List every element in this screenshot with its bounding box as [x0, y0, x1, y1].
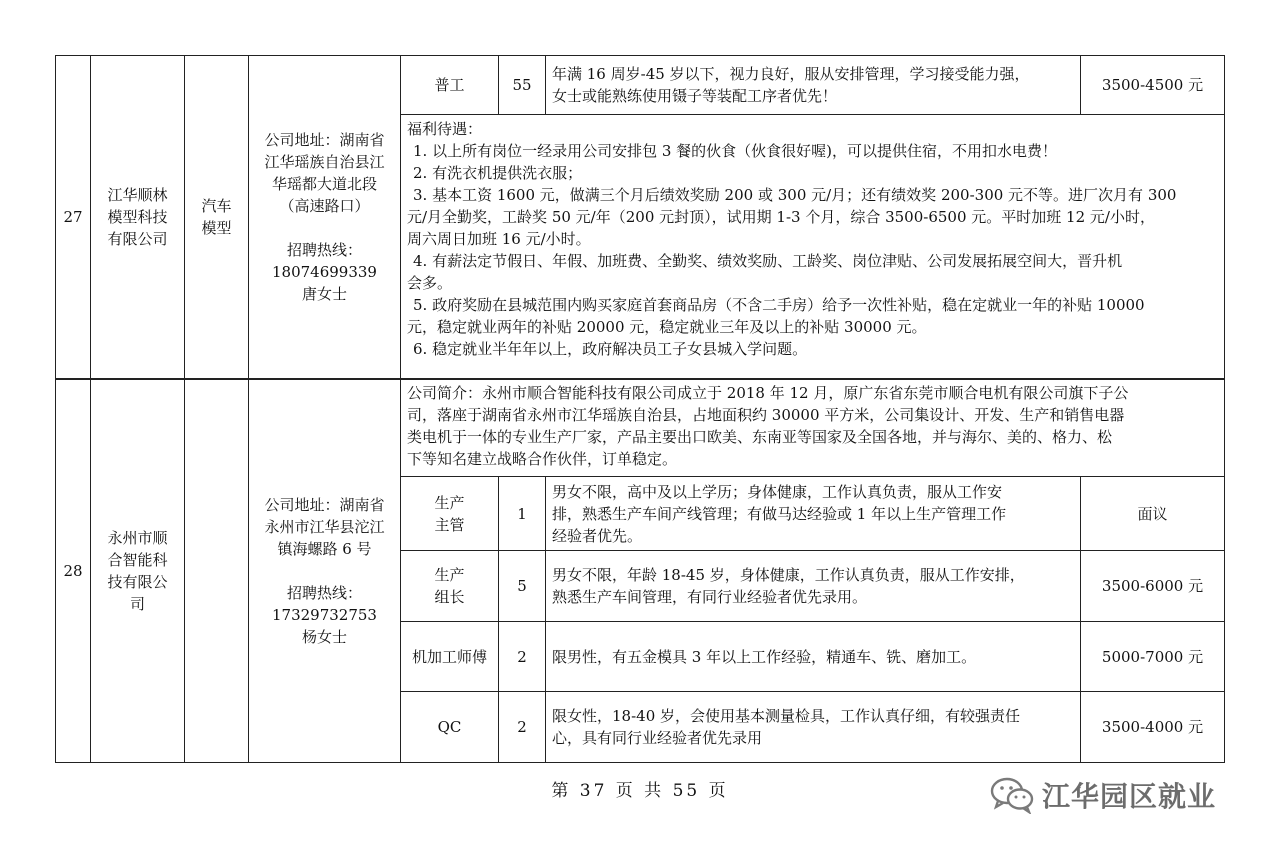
- requirement-line: 男女不限，年龄 18-45 岁，身体健康，工作认真负责，服从工作安排，: [552, 566, 1025, 584]
- job-title: [401, 551, 498, 621]
- job-count-text: 2: [517, 718, 527, 736]
- job-title: [401, 622, 498, 691]
- address-line: （高速路口）: [279, 197, 370, 215]
- benefit-line: 1. 以上所有岗位一经录用公司安排包 3 餐的伙食（伙食很好喔)，可以提供住宿，不用扣水电费！: [413, 142, 1058, 160]
- intro-line: 下等知名建立战略合作伙伴，订单稳定。: [407, 450, 678, 468]
- salary-text: 3500-4500 元: [1101, 76, 1204, 94]
- hotline-label: 招聘热线：: [286, 241, 362, 259]
- address-line: 镇海螺路 6 号: [277, 540, 372, 558]
- row-number: [56, 380, 90, 762]
- page-footer: 第 37 页 共 55 页: [551, 781, 729, 801]
- job-salary: [1081, 622, 1224, 691]
- hotline-number: 18074699339: [272, 263, 377, 281]
- requirement-line: 限男性，有五金模具 3 年以上工作经验，精通车、铣、磨加工。: [552, 647, 977, 666]
- address-line: 公司地址：湖南省: [264, 131, 385, 149]
- job-count-text: 55: [512, 76, 532, 94]
- company-name: [91, 380, 184, 762]
- job-title: [401, 56, 498, 114]
- job-requirements: [546, 622, 1080, 691]
- job-count: [499, 551, 545, 621]
- job-title-text: 机加工师傅: [411, 647, 487, 666]
- benefit-line: 元，稳定就业两年的补贴 20000 元，稳定就业三年及以上的补贴 30000 元。: [407, 318, 927, 336]
- job-salary: [1081, 56, 1224, 114]
- company-name-line: 合智能科: [107, 551, 168, 569]
- job-count: [499, 56, 545, 114]
- benefit-line: 4. 有薪法定节假日、年假、加班费、全勤奖、绩效奖励、工龄奖、岗位津贴、公司发展拓展空间大，晋升机: [413, 252, 1123, 270]
- contact-info: [249, 56, 400, 378]
- requirement-line: 心，具有同行业经验者优先录用: [552, 729, 763, 747]
- spacer: [264, 217, 384, 239]
- company-name-line: 司: [129, 595, 145, 613]
- grid-line: [55, 762, 1225, 763]
- requirement-line: 男女不限，高中及以上学历；身体健康，工作认真负责，服从工作安: [552, 482, 1003, 501]
- benefit-line: 5. 政府奖励在县城范围内购买家庭首套商品房（不含二手房）给予一次性补贴，稳在定就业一年的补贴 10000: [413, 296, 1145, 314]
- watermark: [990, 775, 1216, 815]
- hotline-label: 招聘热线：: [286, 584, 362, 602]
- company-name-line: 模型科技: [107, 208, 168, 226]
- job-title-line: 生产: [434, 566, 465, 584]
- spacer: [264, 560, 384, 582]
- grid-line: [1224, 55, 1225, 763]
- benefits-block: [401, 118, 1224, 376]
- salary-text: 5000-7000 元: [1101, 647, 1204, 666]
- contact-person: 杨女士: [301, 628, 347, 646]
- company-name-line: 有限公司: [107, 230, 168, 248]
- industry: [185, 56, 248, 378]
- industry-line: 汽车: [201, 197, 232, 215]
- job-title: [401, 477, 498, 550]
- intro-line: 类电机于一体的专业生产厂家，产品主要出口欧美、东南亚等国家及全国各地，并与海尔、美的、格力、松: [407, 428, 1113, 446]
- row-number-text: 28: [63, 562, 83, 580]
- requirement-line: 排，熟悉生产车间产线管理；有做马达经验或 1 年以上生产管理工作: [552, 504, 1007, 523]
- benefit-line: 元/月全勤奖，工龄奖 50 元/年（200 元封顶），试用期 1-3 个月，综合 3500-6500 元。平时加班 12 元/小时，: [407, 208, 1155, 226]
- contact-person: 唐女士: [301, 285, 347, 303]
- address-line: 永州市江华县沱江: [264, 518, 385, 536]
- address-line: 江华瑶族自治县江: [264, 153, 385, 171]
- job-salary: [1081, 692, 1224, 762]
- job-requirements: [546, 692, 1080, 762]
- benefit-line: 3. 基本工资 1600 元，做满三个月后绩效奖励 200 或 300 元/月；还有绩效奖 200-300 元不等。进厂次月有 300: [413, 186, 1177, 204]
- company-name-line: 技有限公: [107, 573, 168, 591]
- address-line: 华瑶都大道北段: [271, 175, 377, 193]
- salary-text: 3500-6000 元: [1101, 577, 1204, 595]
- job-requirements: [546, 56, 1080, 114]
- salary-text: 面议: [1137, 504, 1168, 523]
- job-count: [499, 622, 545, 691]
- job-requirements: [546, 551, 1080, 621]
- row-number-text: 27: [63, 208, 83, 226]
- benefit-line: 会多。: [407, 274, 453, 292]
- benefit-line: 2. 有洗衣机提供洗衣服；: [413, 164, 583, 182]
- contact-info: [249, 380, 400, 762]
- industry-line: 模型: [201, 219, 232, 237]
- job-count-text: 2: [517, 647, 527, 666]
- job-salary: [1081, 477, 1224, 550]
- benefit-line: 周六周日加班 16 元/小时。: [407, 230, 591, 248]
- grid-line: [400, 114, 1225, 115]
- requirement-line: 年满 16 周岁-45 岁以下，视力良好，服从安排管理，学习接受能力强，: [552, 65, 1030, 83]
- job-title-text: QC: [437, 718, 462, 736]
- job-count-text: 5: [517, 577, 527, 595]
- company-name-line: 永州市顺: [107, 529, 168, 547]
- row-number: [56, 56, 90, 378]
- intro-line: 司，落座于湖南省永州市江华瑶族自治县，占地面积约 30000 平方米，公司集设计、开发、生产和销售电器: [407, 406, 1125, 424]
- benefit-line: 6. 稳定就业半年年以上，政府解决员工子女县城入学问题。: [413, 340, 808, 358]
- job-requirements: [546, 477, 1080, 550]
- watermark-text: 江华园区就业: [1042, 780, 1217, 813]
- requirement-line: 熟悉生产车间管理，有同行业经验者优先录用。: [552, 588, 868, 606]
- address-line: 公司地址：湖南省: [264, 496, 385, 514]
- job-count-text: 1: [517, 504, 527, 523]
- job-salary: [1081, 551, 1224, 621]
- job-title-line: 组长: [434, 588, 465, 606]
- company-name-line: 江华顺林: [107, 186, 168, 204]
- hotline-number: 17329732753: [272, 606, 377, 624]
- company-intro: [401, 382, 1224, 476]
- industry: [185, 380, 248, 762]
- job-count: [499, 477, 545, 550]
- job-title: [401, 692, 498, 762]
- benefits-title: 福利待遇：: [407, 120, 483, 138]
- salary-text: 3500-4000 元: [1101, 718, 1204, 736]
- intro-line: 公司简介：永州市顺合智能科技有限公司成立于 2018 年 12 月，原广东省东莞市顺合电机有限公司旗下子公: [407, 384, 1129, 402]
- job-count: [499, 692, 545, 762]
- wechat-icon: [990, 776, 1034, 814]
- requirement-line: 经验者优先。: [552, 526, 643, 545]
- company-name: [91, 56, 184, 378]
- job-title-text: 普工: [434, 76, 465, 94]
- job-title-line: 主管: [434, 515, 465, 534]
- job-title-line: 生产: [434, 493, 465, 512]
- requirement-line: 女士或能熟练使用镊子等装配工序者优先！: [552, 87, 838, 105]
- requirement-line: 限女性，18-40 岁，会使用基本测量检具，工作认真仔细，有较强责任: [552, 707, 1021, 725]
